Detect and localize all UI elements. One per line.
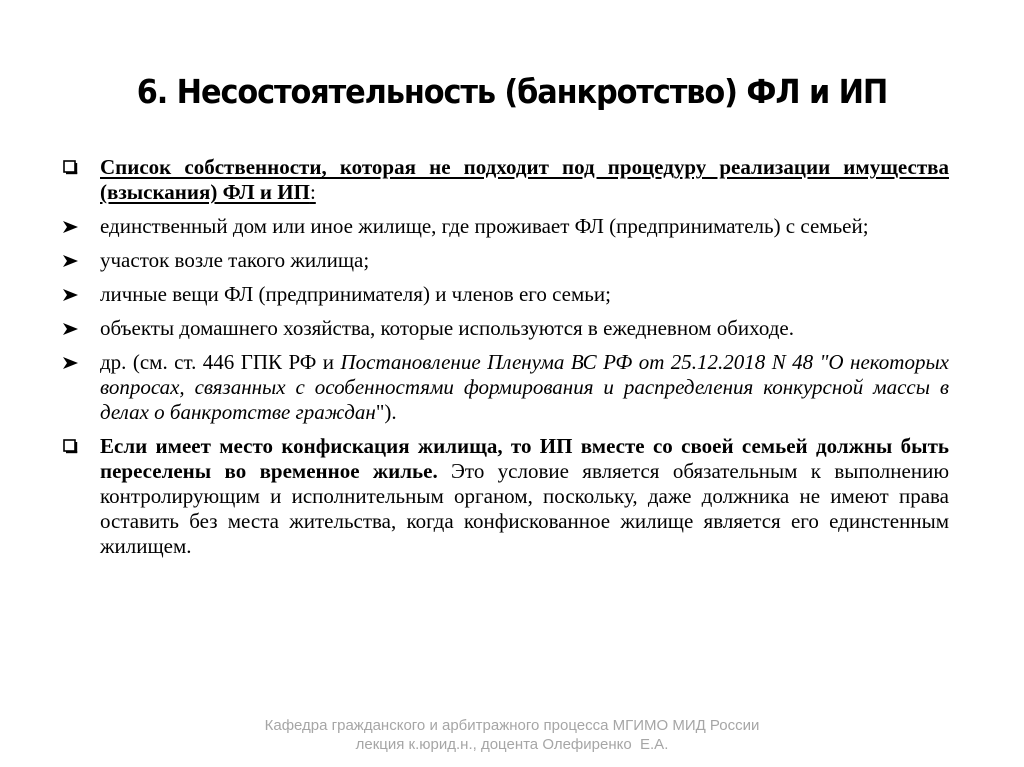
list-item [62, 282, 949, 307]
footer-lecturer: лекция к.юрид.н., доцента Олефиренко Е.А. [355, 736, 669, 753]
list-item-reference [62, 350, 949, 425]
square-outline-icon [62, 155, 86, 180]
slide-title: 6. Несостоятельность (банкротство) ФЛ и ИП [136, 72, 888, 111]
list-item-heading [62, 155, 949, 205]
slide-footer [0, 716, 1024, 754]
confiscation-bold-text: Если имеет место конфискация жилища, то ИП вместе со своей семьей должны быть переселены во временное жилье. [100, 434, 949, 483]
reference-prefix: др. (см. ст. 446 ГПК РФ и [100, 350, 341, 374]
heading-text: Список собственности, которая не подходит под процедуру реализации имущества (взыскания) ФЛ и ИП [100, 155, 949, 204]
arrowhead-icon [62, 282, 86, 307]
list-item [62, 316, 949, 341]
reference-citation: Постановление Пленума ВС РФ от 25.12.2018 N 48 "О некоторых вопросах, связанных с особенностями формирования и распределения конкурсной массы в делах о банкротстве граждан [100, 350, 950, 424]
list-item-text: личные вещи ФЛ (предпринимателя) и членов его семьи; [100, 282, 611, 306]
footer-department: Кафедра гражданского и арбитражного процесса МГИМО МИД России [264, 717, 760, 734]
reference-suffix: "). [375, 400, 397, 424]
square-outline-icon [62, 434, 86, 459]
arrowhead-icon [62, 248, 86, 273]
slide-body [62, 155, 949, 568]
heading-colon: : [309, 180, 316, 204]
list-item-text: участок возле такого жилища; [100, 248, 370, 272]
arrowhead-icon [62, 350, 86, 375]
list-item-text: единственный дом или иное жилище, где проживает ФЛ (предприниматель) с семьей; [100, 214, 869, 238]
arrowhead-icon [62, 214, 86, 239]
confiscation-text: Это условие является обязательным к выполнению контролирующим и исполнительным органом, поскольку, даже должника не имеют права оставить без места жительства, когда конфискованное жилище является его единстенным жилищем. [100, 459, 950, 558]
list-item-confiscation [62, 434, 949, 559]
list-item [62, 214, 949, 239]
list-item [62, 248, 949, 273]
list-item-text: объекты домашнего хозяйства, которые используются в ежедневном обиходе. [100, 316, 794, 340]
arrowhead-icon [62, 316, 86, 341]
